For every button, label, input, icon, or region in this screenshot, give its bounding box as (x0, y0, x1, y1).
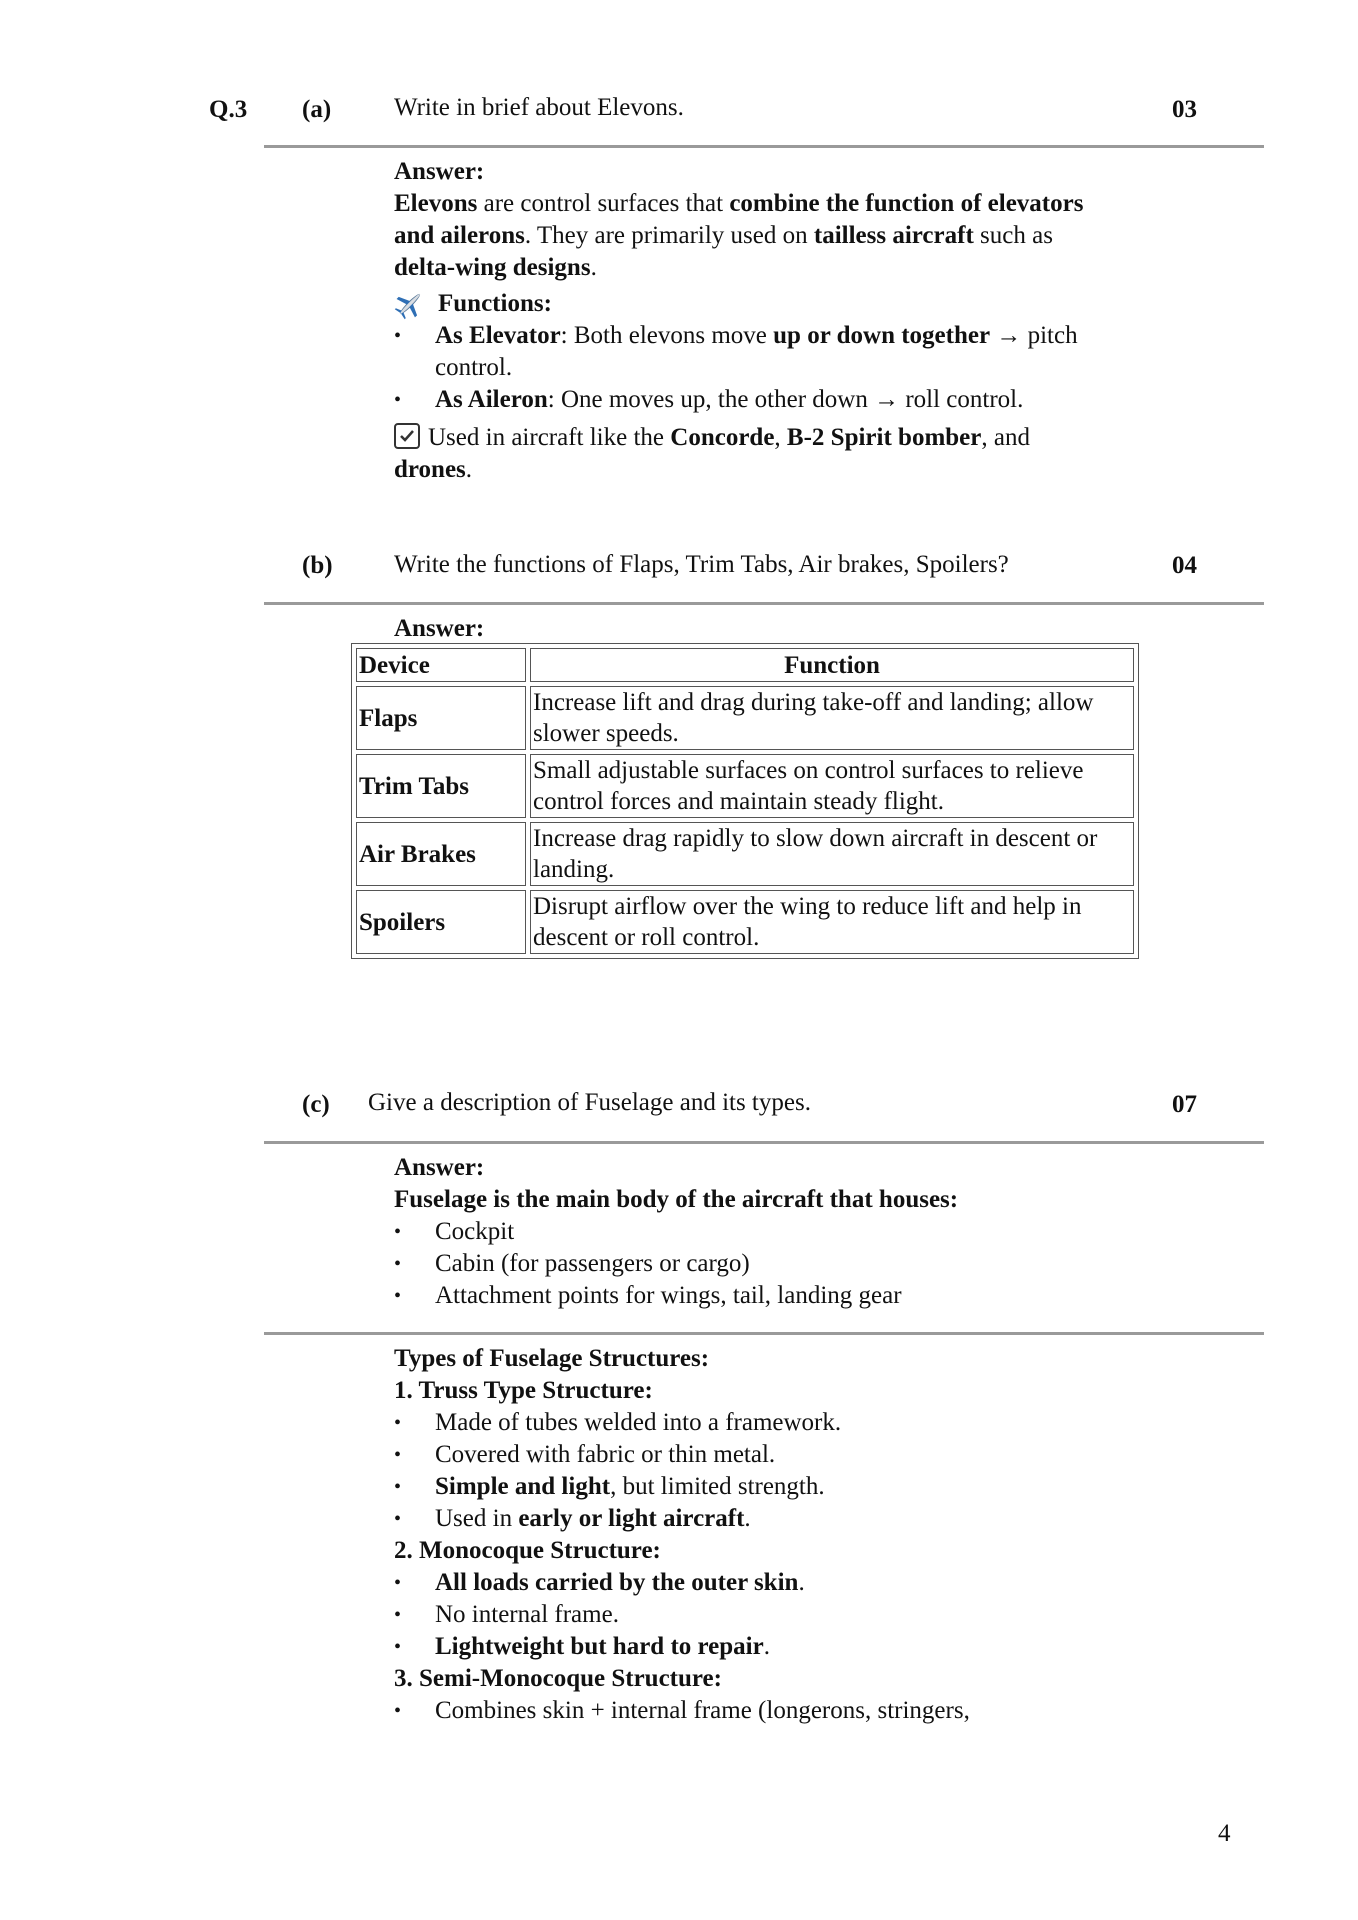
device-cell: Spoilers (356, 890, 526, 954)
table-row (356, 890, 1134, 954)
device-cell: Air Brakes (356, 822, 526, 886)
list-item: • Covered with fabric or thin metal. (394, 1439, 1154, 1471)
divider (264, 145, 1264, 148)
device-cell: Flaps (356, 686, 526, 750)
part-a-marks: 03 (1172, 96, 1197, 123)
function-cell: Increase lift and drag during take-off and landing; allow slower speeds. (530, 686, 1134, 750)
list-item: • All loads carried by the outer skin. (394, 1567, 1154, 1599)
part-a-answer (394, 156, 1094, 486)
part-c-label: (c) (302, 1091, 330, 1118)
semi-monocoque-list (394, 1695, 1154, 1727)
divider (264, 602, 1264, 605)
answer-label: Answer: (394, 615, 485, 642)
list-item: • Simple and light, but limited strength. (394, 1471, 1154, 1503)
question-number: Q.3 (209, 96, 248, 123)
airplane-icon (394, 288, 426, 320)
functions-heading-line (394, 288, 1094, 320)
monocoque-heading: 2. Monocoque Structure: (394, 1537, 661, 1564)
fuselage-types (394, 1343, 1154, 1727)
part-c-question: Give a description of Fuselage and its types. (368, 1089, 811, 1116)
function-cell: Increase drag rapidly to slow down aircraft in descent or landing. (530, 822, 1134, 886)
answer-label: Answer: (394, 1154, 485, 1181)
truss-list (394, 1407, 1154, 1535)
part-a-label: (a) (302, 96, 332, 123)
part-b-marks: 04 (1172, 552, 1197, 579)
part-a-question: Write in brief about Elevons. (394, 94, 684, 121)
table-row (356, 822, 1134, 886)
table-header-row (356, 648, 1134, 682)
list-item: • Made of tubes welded into a framework. (394, 1407, 1154, 1439)
list-item: • No internal frame. (394, 1599, 1154, 1631)
fuselage-intro: Fuselage is the main body of the aircraft that houses: (394, 1186, 959, 1213)
list-item: • Cockpit (394, 1216, 1154, 1248)
divider (264, 1332, 1264, 1335)
monocoque-list (394, 1567, 1154, 1663)
list-item: • As Elevator: Both elevons move up or down together → pitch control. (394, 320, 1094, 384)
list-item: • Used in early or light aircraft. (394, 1503, 1154, 1535)
list-item: • Lightweight but hard to repair. (394, 1631, 1154, 1663)
device-cell: Trim Tabs (356, 754, 526, 818)
list-item: • Attachment points for wings, tail, landing gear (394, 1280, 1154, 1312)
used-in-line: Used in aircraft like the Concorde, B-2 Spirit bomber, and drones. (394, 424, 1030, 483)
table-row (356, 754, 1134, 818)
column-header-function: Function (530, 648, 1134, 682)
list-item: • Cabin (for passengers or cargo) (394, 1248, 1154, 1280)
functions-list (394, 320, 1094, 416)
devices-table (351, 643, 1139, 959)
divider (264, 1141, 1264, 1144)
part-b-label: (b) (302, 552, 333, 579)
table-row (356, 686, 1134, 750)
list-item: • As Aileron: One moves up, the other down → roll control. (394, 384, 1094, 416)
part-c-marks: 07 (1172, 1091, 1197, 1118)
houses-list (394, 1216, 1154, 1312)
page-number: 4 (1218, 1820, 1231, 1847)
column-header-device: Device (356, 648, 526, 682)
list-item: • Combines skin + internal frame (longerons, stringers, (394, 1695, 1154, 1727)
function-cell: Small adjustable surfaces on control surfaces to relieve control forces and maintain steady flight. (530, 754, 1134, 818)
types-heading: Types of Fuselage Structures: (394, 1345, 710, 1372)
elevons-intro: Elevons are control surfaces that combine the function of elevators and ailerons. They are primarily used on tailless aircraft such as delta-wing designs. (394, 190, 1084, 281)
answer-label: Answer: (394, 158, 485, 185)
part-c-answer (394, 1152, 1154, 1312)
truss-heading: 1. Truss Type Structure: (394, 1377, 653, 1404)
part-b-question: Write the functions of Flaps, Trim Tabs, Air brakes, Spoilers? (394, 551, 1009, 578)
function-cell: Disrupt airflow over the wing to reduce lift and help in descent or roll control. (530, 890, 1134, 954)
checkbox-icon (394, 423, 420, 449)
semi-monocoque-heading: 3. Semi-Monocoque Structure: (394, 1665, 722, 1692)
functions-heading: Functions: (438, 290, 552, 317)
